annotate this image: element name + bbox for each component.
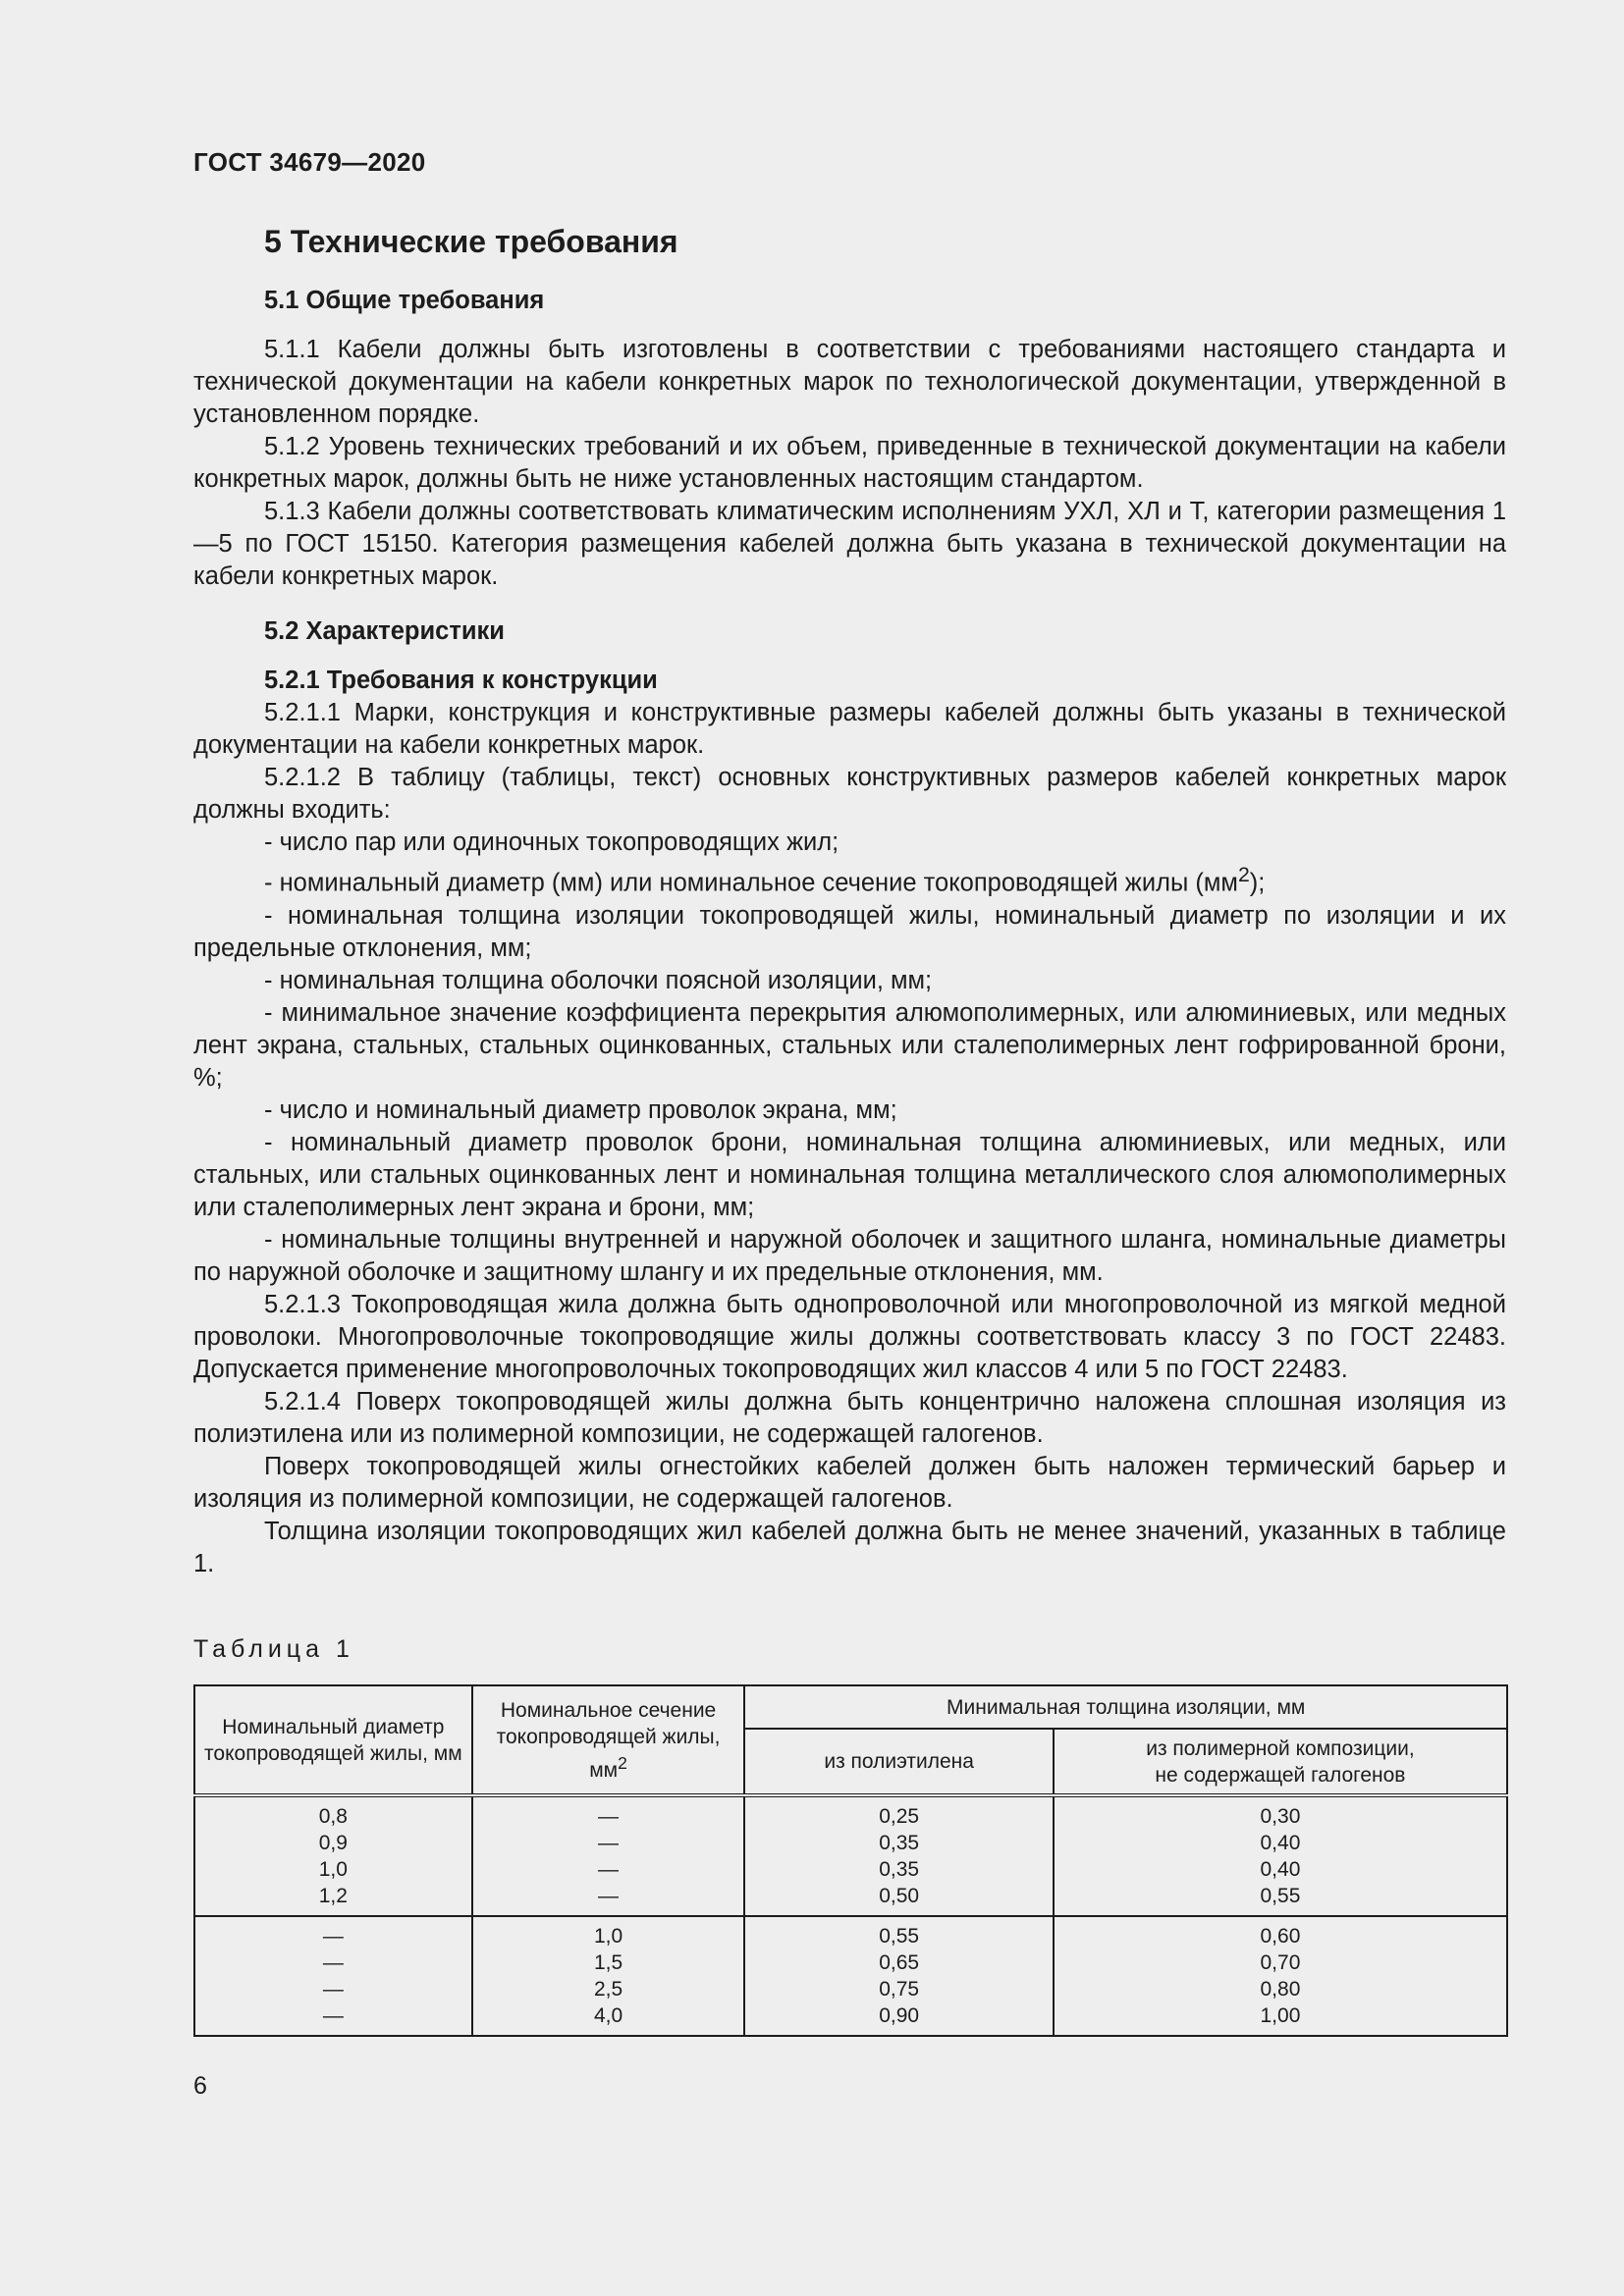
paragraph-5-1-2: 5.1.2 Уровень технических требований и их объем, приведенные в технической документации на кабели конкретных марок, должны быть не ниже установленных настоящим стандартом. (193, 433, 1506, 493)
section-title: 5 Технические требования (264, 224, 678, 259)
header-diameter: Номинальный диаметр токопроводящей жилы, мм (194, 1685, 472, 1795)
cell-value: 0,8 (318, 1805, 348, 1828)
cell-value: 0,40 (1260, 1858, 1301, 1881)
table-row-group (194, 1795, 1507, 1916)
paragraph-fire-resistant: Поверх токопроводящей жилы огнестойких кабелей должен быть наложен термический барьер и изоляция из полимерной композиции, не содержащей галогенов. (193, 1452, 1506, 1513)
cell-value: 0,90 (879, 2004, 920, 2027)
cell-diameter (194, 1795, 472, 1916)
paragraph-5-1-3: 5.1.3 Кабели должны соответствовать климатическим исполнениям УХЛ, ХЛ и Т, категории размещения 1—5 по ГОСТ 15150. Категория размещения кабелей должна быть указана в технической документации на кабели конкретных марок. (193, 498, 1506, 590)
cell-section (472, 1795, 745, 1916)
list-item (193, 859, 1506, 900)
paragraph-5-1-1: 5.1.1 Кабели должны быть изготовлены в соответствии с требованиями настоящего стандарта и технической документации на кабели конкретных марок по технологической документации, утвержденной в установленном порядке. (193, 336, 1506, 428)
list-item: - номинальная толщина оболочки поясной изоляции, мм; (264, 966, 933, 994)
table-row-group (194, 1916, 1507, 2036)
cell-value: 0,80 (1260, 1978, 1301, 2001)
cell-value: 0,40 (1260, 1832, 1301, 1854)
insulation-thickness-table (193, 1684, 1508, 2037)
paragraph-insulation-thickness: Толщина изоляции токопроводящих жил кабелей должна быть не менее значений, указанных в таблице 1. (193, 1517, 1506, 1577)
header-halogen-free-line: из полимерной композиции, (1146, 1736, 1415, 1760)
subsection-title-5-1: 5.1 Общие требования (264, 287, 545, 314)
cell-polyethylene (744, 1916, 1054, 2036)
cell-halogen-free (1054, 1795, 1507, 1916)
cell-value: 1,0 (593, 1925, 623, 1948)
cell-value: — (598, 1805, 620, 1828)
list-item-text: ); (1249, 869, 1266, 897)
cell-value: 1,5 (593, 1951, 623, 1974)
subsection-title-5-2: 5.2 Характеристики (264, 617, 505, 645)
table-caption: Таблица 1 (193, 1635, 354, 1663)
header-section-text: Номинальное сечение токопроводящей жилы, мм (496, 1698, 721, 1782)
superscript: 2 (1237, 863, 1250, 886)
paragraph-5-2-1-2: 5.2.1.2 В таблицу (таблицы, текст) основных конструктивных размеров кабелей конкретных марок должны входить: (193, 764, 1506, 824)
list-item: - номинальный диаметр проволок брони, номинальная толщина алюминиевых, или медных, или стальных, или стальных оцинкованных лент и номинальная толщина металлического слоя алюмополимерных или сталеполимерных лент экрана и брони, мм; (193, 1128, 1506, 1221)
list-item: - число и номинальный диаметр проволок экрана, мм; (264, 1095, 897, 1124)
paragraph-5-2-1-1: 5.2.1.1 Марки, конструкция и конструктивные размеры кабелей должны быть указаны в технической документации на кабели конкретных марок. (193, 699, 1506, 759)
cell-value: 2,5 (593, 1978, 623, 2001)
cell-halogen-free (1054, 1916, 1507, 2036)
cell-value: — (322, 1951, 344, 1974)
superscript: 2 (618, 1752, 627, 1773)
running-head: ГОСТ 34679—2020 (193, 147, 426, 177)
cell-value: — (322, 1925, 344, 1948)
cell-value: 1,2 (318, 1885, 348, 1907)
cell-value: 0,75 (879, 1978, 920, 2001)
cell-value: 0,50 (879, 1885, 920, 1907)
cell-value: 0,65 (879, 1951, 920, 1974)
list-item-text: - номинальный диаметр (мм) или номинальное сечение токопроводящей жилы (мм (264, 869, 1238, 897)
cell-value: 0,70 (1260, 1951, 1301, 1974)
cell-value: 0,9 (318, 1832, 348, 1854)
header-section (472, 1685, 745, 1795)
cell-value: — (598, 1832, 620, 1854)
header-halogen-free-line: не содержащей галогенов (1155, 1763, 1406, 1787)
list-item: - минимальное значение коэффициента перекрытия алюмополимерных, или алюминиевых, или медных лент экрана, стальных, стальных оцинкованных, стальных или сталеполимерных лент гофрированной брони, %; (193, 998, 1506, 1092)
page-number: 6 (193, 2072, 207, 2100)
paragraph-5-2-1-4: 5.2.1.4 Поверх токопроводящей жилы должна быть концентрично наложена сплошная изоляция из полиэтилена или из полимерной композиции, не содержащей галогенов. (193, 1387, 1506, 1448)
cell-value: 0,25 (879, 1805, 920, 1828)
list-item: - номинальные толщины внутренней и наружной оболочек и защитного шланга, номинальные диаметры по наружной оболочке и защитному шлангу и их предельные отклонения, мм. (193, 1225, 1506, 1286)
cell-value: — (598, 1858, 620, 1881)
header-min-insulation: Минимальная толщина изоляции, мм (744, 1685, 1507, 1729)
list-item: - номинальная толщина изоляции токопроводящей жилы, номинальный диаметр по изоляции и их предельные отклонения, мм; (193, 901, 1506, 962)
cell-value: — (598, 1885, 620, 1907)
cell-value: 0,55 (879, 1925, 920, 1948)
cell-value: 0,55 (1260, 1885, 1301, 1907)
paragraph-5-2-1-3: 5.2.1.3 Токопроводящая жила должна быть однопроволочной или многопроволочной из мягкой медной проволоки. Многопроволочные токопроводящие жилы должны соответствовать классу 3 по ГОСТ 22483. Допускается применение многопроволочных токопроводящих жил классов 4 или 5 по ГОСТ 22483. (193, 1290, 1506, 1383)
cell-value: — (322, 2004, 344, 2027)
cell-value: — (322, 1978, 344, 2001)
cell-value: 4,0 (593, 2004, 623, 2027)
cell-section (472, 1916, 745, 2036)
cell-value: 0,30 (1260, 1805, 1301, 1828)
cell-value: 1,0 (318, 1858, 348, 1881)
heading-5-2-1: 5.2.1 Требования к конструкции (264, 667, 658, 694)
cell-diameter (194, 1916, 472, 2036)
cell-value: 0,35 (879, 1858, 920, 1881)
general-requirements-block (193, 334, 1506, 593)
cell-value: 0,35 (879, 1832, 920, 1854)
cell-polyethylene (744, 1795, 1054, 1916)
cell-value: 1,00 (1260, 2004, 1301, 2027)
characteristics-block (193, 665, 1506, 1580)
cell-value: 0,60 (1260, 1925, 1301, 1948)
list-item: - число пар или одиночных токопроводящих жил; (264, 828, 839, 856)
header-halogen-free (1054, 1729, 1507, 1795)
header-polyethylene: из полиэтилена (744, 1729, 1054, 1795)
